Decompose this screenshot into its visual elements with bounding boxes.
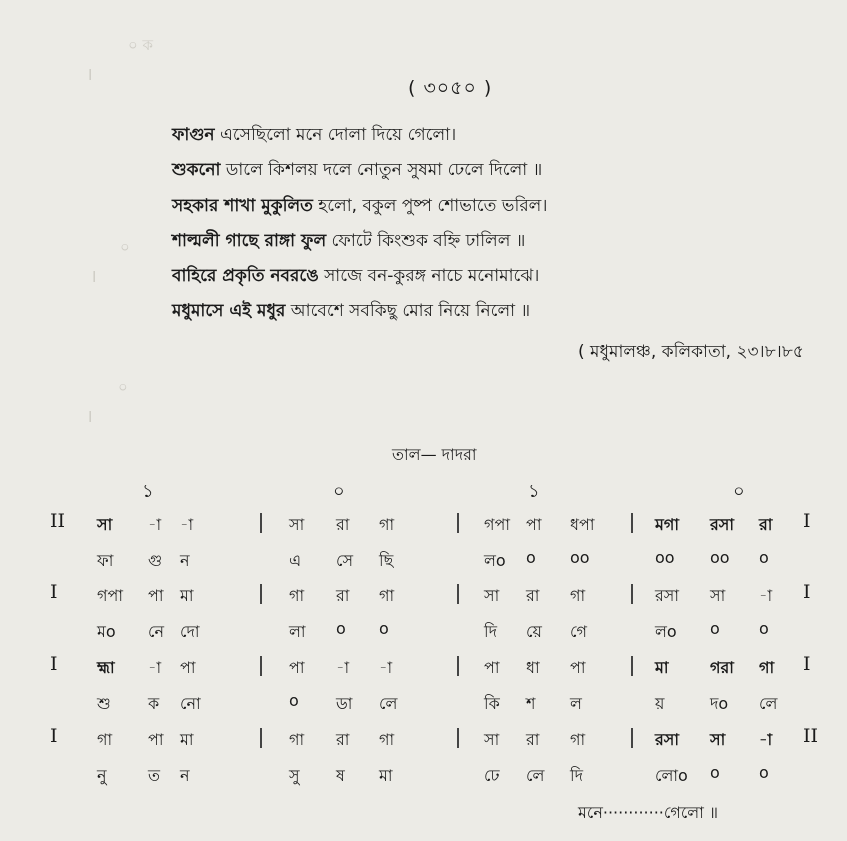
lyric-line: [172, 193, 547, 221]
lyric-line-lead: বাহিরে প্রকৃতি নবরঙে: [172, 266, 319, 286]
lyric-line: [172, 157, 542, 185]
swara-note: রসা: [655, 586, 680, 605]
swara-note: রা: [526, 586, 540, 605]
lyric-line-rest: আবেশে সবকিছু মোর নিয়ে নিলো ॥: [285, 301, 531, 321]
lyric-syllable: ডা: [336, 694, 353, 713]
bar-line-open: II: [50, 510, 66, 532]
bar-line-open: I: [50, 653, 58, 675]
bleed-through-mark: ০: [120, 238, 130, 256]
bleed-through-mark: ০ ক: [128, 36, 154, 54]
swara-note: -া: [180, 515, 194, 534]
lyric-syllable: o: [759, 619, 769, 638]
lyric-syllable: ত: [148, 766, 161, 785]
swara-note: গপা: [97, 586, 123, 605]
beat-divider: [457, 513, 459, 533]
lyric-syllable: oo: [655, 548, 675, 567]
swara-note: -া: [148, 658, 162, 677]
lyric-syllable: দি: [484, 622, 497, 641]
lyric-syllable: নে: [148, 622, 165, 641]
lyric-syllable: সু: [289, 766, 300, 785]
swara-note: সা: [289, 515, 305, 534]
swara-note: হ্মা: [97, 658, 115, 677]
swara-note: গপা: [484, 515, 510, 534]
swara-note: মা: [180, 730, 194, 749]
beat-marker: ১: [142, 481, 154, 502]
lyric-syllable: ঢে: [484, 766, 500, 785]
swara-note: রা: [336, 586, 350, 605]
lyric-syllable: দো: [180, 622, 200, 641]
bleed-through-mark: I: [88, 66, 93, 84]
swara-note: মা: [655, 658, 669, 677]
beat-divider: [260, 656, 262, 676]
lyric-line-lead: শাল্মলী গাছে রাঙ্গা ফুল: [172, 231, 327, 251]
lyric-syllable: সে: [336, 551, 354, 570]
swara-note: গা: [759, 658, 775, 677]
lyric-syllable: এ: [289, 551, 302, 570]
swara-note: সা: [484, 586, 500, 605]
swara-note: পা: [570, 658, 586, 677]
swara-note: মা: [180, 586, 194, 605]
lyric-syllable: ল: [570, 694, 582, 713]
lyric-syllable: দি: [570, 766, 583, 785]
bar-line-close: I: [803, 510, 811, 532]
swara-note: সা: [97, 515, 113, 534]
bar-line-close: I: [803, 653, 811, 675]
lyric-syllable: লা: [289, 622, 306, 641]
lyric-syllable: o: [379, 619, 389, 638]
beat-divider: [631, 584, 633, 604]
swara-note: গা: [289, 730, 305, 749]
lyric-syllable: o: [759, 763, 769, 782]
swara-note: -া: [759, 586, 773, 605]
swara-note: -া: [759, 730, 773, 749]
swara-note: রা: [336, 730, 350, 749]
lyric-line-lead: শুকনো: [172, 160, 221, 180]
swara-note: সা: [710, 586, 726, 605]
lyric-line-lead: ফাগুন: [172, 125, 215, 145]
lyric-syllable: ছি: [379, 551, 394, 570]
lyric-syllable: ফা: [97, 551, 114, 570]
lyric-syllable: o: [289, 691, 299, 710]
bar-line-open: I: [50, 581, 58, 603]
lyric-syllable: লo: [655, 622, 677, 641]
swara-note: রা: [759, 515, 773, 534]
swara-note: ধপা: [570, 515, 595, 534]
lyric-syllable: লে: [526, 766, 545, 785]
swara-note: গরা: [710, 658, 734, 677]
lyric-line: [172, 263, 539, 291]
beat-divider: [260, 728, 262, 748]
bar-line-open: I: [50, 725, 58, 747]
lyric-syllable: ষ: [336, 766, 345, 785]
beat-divider: [631, 728, 633, 748]
lyric-syllable: ন: [180, 551, 190, 570]
attribution: ( মধুমালঞ্চ, কলিকাতা, ২৩।৮।৮৫: [578, 342, 804, 362]
swara-note: গা: [289, 586, 305, 605]
swara-note: পা: [526, 515, 542, 534]
lyric-syllable: o: [336, 619, 346, 638]
lyric-syllable: oo: [570, 548, 590, 567]
lyric-syllable: য়: [655, 694, 665, 713]
lyric-syllable: শ: [526, 694, 536, 713]
bleed-through-mark: ০: [118, 378, 128, 396]
beat-divider: [631, 656, 633, 676]
lyric-line: [172, 228, 525, 256]
lyric-line-rest: হলো, বকুল পুষ্প শোভাতে ভরিল।: [312, 196, 548, 216]
beat-marker: ০: [733, 481, 745, 502]
beat-divider: [457, 656, 459, 676]
swara-note: পা: [484, 658, 500, 677]
lyric-syllable: গে: [570, 622, 587, 641]
lyric-line-rest: এসেছিলো মনে দোলা দিয়ে গেলো।: [214, 125, 457, 145]
beat-divider: [457, 728, 459, 748]
lyric-syllable: মা: [379, 766, 393, 785]
swara-note: রা: [336, 515, 350, 534]
beat-marker: ১: [528, 481, 540, 502]
beat-divider: [631, 513, 633, 533]
beat-divider: [457, 584, 459, 604]
lyric-syllable: নো: [180, 694, 201, 713]
swara-note: মগা: [655, 515, 680, 534]
swara-note: গা: [379, 586, 395, 605]
beat-marker: ০: [333, 481, 345, 502]
lyric-line: [172, 298, 530, 326]
lyric-syllable: দo: [710, 694, 729, 713]
lyric-line: [172, 122, 456, 150]
swara-note: -া: [148, 515, 162, 534]
beat-divider: [260, 584, 262, 604]
swara-note: পা: [148, 586, 164, 605]
swara-note: পা: [148, 730, 164, 749]
tala-label: তাল— দাদরা: [392, 445, 477, 464]
lyric-line-lead: মধুমাসে এই মধুর: [172, 301, 286, 321]
bar-line-close: II: [803, 725, 819, 747]
lyric-syllable: o: [759, 548, 769, 567]
lyric-syllable: লে: [379, 694, 398, 713]
lyric-syllable: ক: [148, 694, 160, 713]
lyric-line-rest: ডালে কিশলয় দলে নোতুন সুষমা ঢেলে দিলো ॥: [220, 160, 543, 180]
swara-note: ধা: [526, 658, 540, 677]
lyric-syllable: নু: [97, 766, 107, 785]
lyric-syllable: গু: [148, 551, 163, 570]
page-number: ( ৩০৫০ ): [408, 77, 493, 99]
lyric-syllable: লে: [759, 694, 778, 713]
swara-note: রসা: [655, 730, 680, 749]
swara-note: পা: [180, 658, 196, 677]
lyric-syllable: কি: [484, 694, 500, 713]
lyric-syllable: য়ে: [526, 622, 542, 641]
swara-note: গা: [97, 730, 113, 749]
lyric-syllable: o: [526, 548, 536, 567]
lyric-line-lead: সহকার শাখা মুকুলিত: [172, 196, 313, 216]
swara-note: গা: [570, 730, 586, 749]
beat-divider: [260, 513, 262, 533]
swara-note: -া: [336, 658, 350, 677]
bar-line-close: I: [803, 581, 811, 603]
swara-note: রা: [526, 730, 540, 749]
lyric-syllable: o: [710, 763, 720, 782]
lyric-syllable: ন: [180, 766, 190, 785]
lyric-syllable: লo: [484, 551, 506, 570]
swara-note: সা: [484, 730, 500, 749]
swara-note: গা: [379, 730, 395, 749]
lyric-syllable: মo: [97, 622, 116, 641]
lyric-line-rest: সাজে বন-কুরঙ্গ নাচে মনোমাঝে।: [318, 266, 540, 286]
swara-note: সা: [710, 730, 726, 749]
swara-note: গা: [379, 515, 395, 534]
swara-note: পা: [289, 658, 305, 677]
lyric-syllable: o: [710, 619, 720, 638]
bleed-through-mark: I: [92, 268, 97, 286]
swara-note: -া: [379, 658, 393, 677]
bleed-through-mark: I: [88, 408, 93, 426]
ending-line: মনে············গেলো ॥: [578, 803, 719, 822]
swara-note: রসা: [710, 515, 735, 534]
lyric-syllable: oo: [710, 548, 730, 567]
lyric-syllable: শু: [97, 694, 111, 713]
lyric-syllable: লোo: [655, 766, 688, 785]
lyric-line-rest: ফোটে কিংশুক বহ্নি ঢালিল ॥: [326, 231, 526, 251]
swara-note: গা: [570, 586, 586, 605]
